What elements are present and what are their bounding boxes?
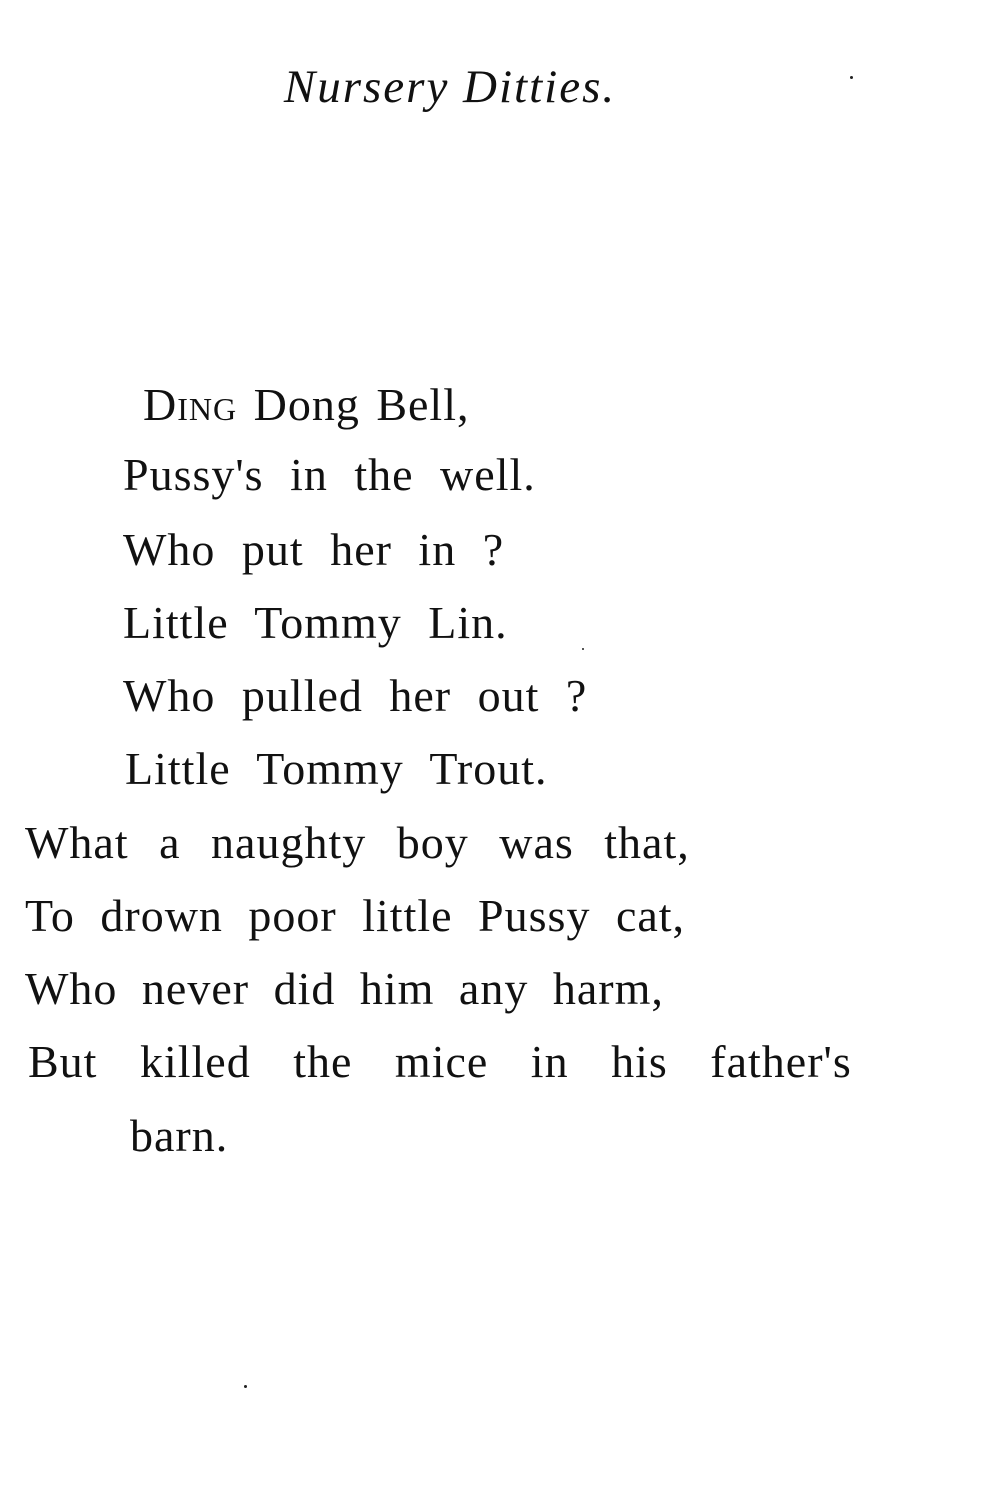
poem-line-7: What a naughty boy was that, — [25, 817, 690, 868]
poem-line-8: To drown poor little Pussy cat, — [25, 890, 686, 941]
poem-line-2: Pussy's in the well. — [123, 449, 536, 500]
poem-line-1-rest: Dong Bell, — [237, 379, 470, 430]
print-speck — [582, 648, 584, 650]
poem-line-5: Who pulled her out ? — [123, 670, 588, 721]
poem-line-3: Who put her in ? — [123, 524, 505, 575]
poem-line-6: Little Tommy Trout. — [125, 743, 548, 794]
poem-line-11: barn. — [130, 1110, 229, 1161]
poem-first-word: Ding — [143, 379, 238, 430]
print-speck — [244, 1385, 247, 1388]
poem-line-4: Little Tommy Lin. — [123, 597, 508, 648]
print-speck — [850, 76, 853, 79]
poem-line-10: But killed the mice in his father's — [28, 1036, 852, 1087]
poem-line-9: Who never did him any harm, — [25, 963, 664, 1014]
poem-line-1 — [143, 379, 470, 430]
page-heading: Nursery Ditties. — [283, 61, 617, 113]
